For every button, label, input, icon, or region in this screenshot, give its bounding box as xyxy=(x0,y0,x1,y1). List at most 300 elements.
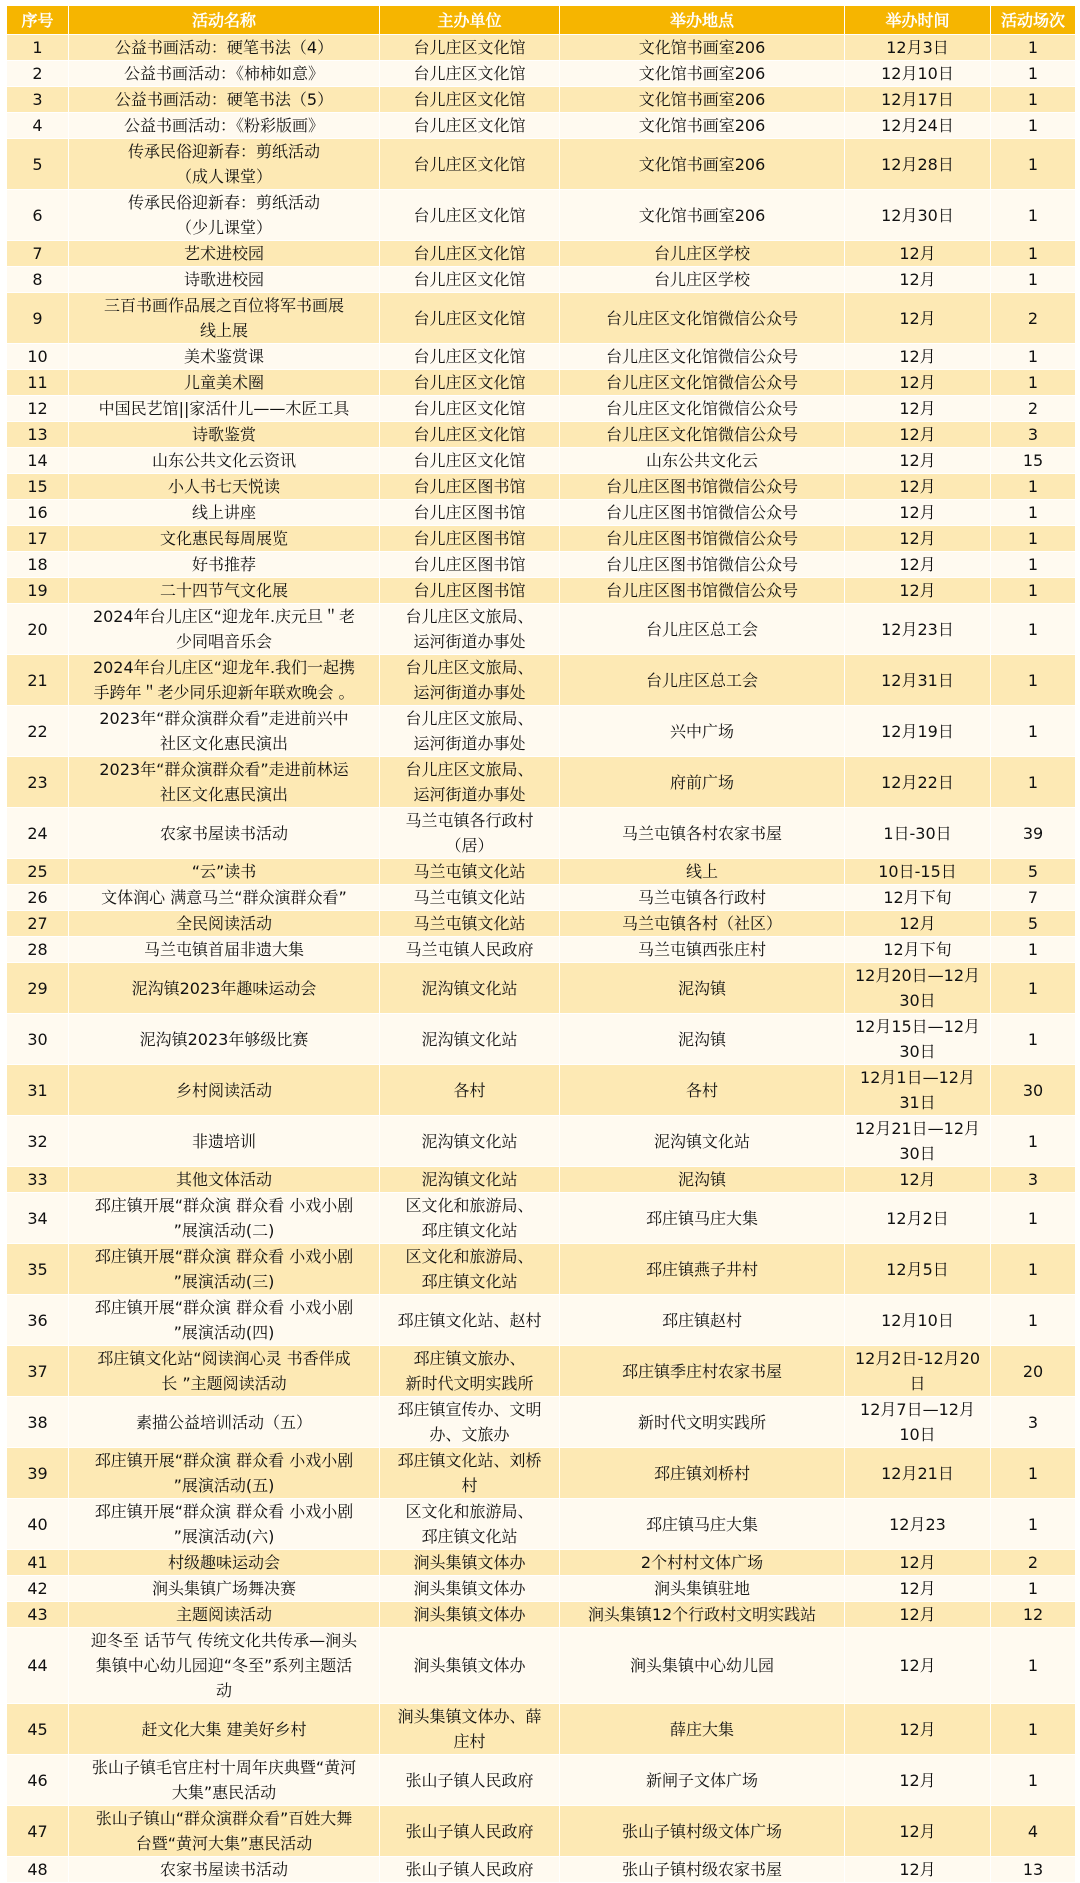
cell-activity-name: 公益书画活动：《粉彩版画》 xyxy=(69,113,380,139)
cell-organizer: 张山子镇人民政府 xyxy=(380,1806,560,1857)
cell-index: 44 xyxy=(7,1628,69,1704)
cell-time: 12月 xyxy=(845,1857,991,1883)
cell-organizer: 台儿庄区文化馆 xyxy=(380,139,560,190)
cell-session-count: 3 xyxy=(991,1167,1076,1193)
cell-organizer: 台儿庄区文旅局、 运河街道办事处 xyxy=(380,655,560,706)
cell-location: 泥沟镇 xyxy=(560,1167,845,1193)
cell-time: 12月21日—12月 30日 xyxy=(845,1116,991,1167)
cell-session-count: 5 xyxy=(991,911,1076,937)
cell-location: 马兰屯镇各村农家书屋 xyxy=(560,808,845,859)
cell-organizer: 区文化和旅游局、 邳庄镇文化站 xyxy=(380,1244,560,1295)
cell-location: 文化馆书画室206 xyxy=(560,61,845,87)
cell-index: 29 xyxy=(7,963,69,1014)
table-row xyxy=(7,1116,1076,1167)
cell-time: 10日-15日 xyxy=(845,859,991,885)
cell-location: 张山子镇村级文体广场 xyxy=(560,1806,845,1857)
cell-location: 泥沟镇 xyxy=(560,1014,845,1065)
cell-organizer: 台儿庄区文化馆 xyxy=(380,293,560,344)
cell-session-count: 1 xyxy=(991,370,1076,396)
cell-index: 28 xyxy=(7,937,69,963)
cell-location: 2个村村文体广场 xyxy=(560,1550,845,1576)
cell-time: 12月 xyxy=(845,578,991,604)
cell-time: 12月 xyxy=(845,267,991,293)
cell-activity-name: 2023年“群众演群众看”走进前兴中 社区文化惠民演出 xyxy=(69,706,380,757)
table-row xyxy=(7,267,1076,293)
cell-location: 兴中广场 xyxy=(560,706,845,757)
cell-session-count: 1 xyxy=(991,655,1076,706)
table-row xyxy=(7,655,1076,706)
cell-session-count: 1 xyxy=(991,526,1076,552)
cell-time: 12月21日 xyxy=(845,1448,991,1499)
cell-time: 12月 xyxy=(845,396,991,422)
cell-organizer: 泥沟镇文化站 xyxy=(380,963,560,1014)
cell-time: 12月 xyxy=(845,552,991,578)
table-row xyxy=(7,113,1076,139)
cell-session-count: 1 xyxy=(991,1628,1076,1704)
cell-activity-name: 小人书七天悦读 xyxy=(69,474,380,500)
table-row xyxy=(7,1704,1076,1755)
cell-activity-name: 赶文化大集 建美好乡村 xyxy=(69,1704,380,1755)
cell-activity-name: 文体润心 满意马兰“群众演群众看” xyxy=(69,885,380,911)
cell-activity-name: 公益书画活动：硬笔书法（4） xyxy=(69,35,380,61)
cell-time: 12月 xyxy=(845,370,991,396)
cell-time: 12月 xyxy=(845,1167,991,1193)
cell-index: 15 xyxy=(7,474,69,500)
cell-activity-name: 公益书画活动：《柿柿如意》 xyxy=(69,61,380,87)
cell-session-count: 1 xyxy=(991,552,1076,578)
cell-index: 9 xyxy=(7,293,69,344)
cell-index: 2 xyxy=(7,61,69,87)
cell-index: 40 xyxy=(7,1499,69,1550)
cell-activity-name: 儿童美术圈 xyxy=(69,370,380,396)
cell-activity-name: 线上讲座 xyxy=(69,500,380,526)
cell-index: 5 xyxy=(7,139,69,190)
cell-organizer: 台儿庄区文旅局、 运河街道办事处 xyxy=(380,757,560,808)
cell-index: 24 xyxy=(7,808,69,859)
cell-index: 39 xyxy=(7,1448,69,1499)
cell-activity-name: 邳庄镇开展“群众演 群众看 小戏小剧 ”展演活动(四) xyxy=(69,1295,380,1346)
table-row xyxy=(7,139,1076,190)
activity-table xyxy=(6,5,1076,1883)
cell-organizer: 马兰屯镇各行政村 （居） xyxy=(380,808,560,859)
cell-activity-name: 山东公共文化云资讯 xyxy=(69,448,380,474)
cell-session-count: 1 xyxy=(991,604,1076,655)
cell-activity-name: 素描公益培训活动（五） xyxy=(69,1397,380,1448)
cell-index: 12 xyxy=(7,396,69,422)
cell-activity-name: 村级趣味运动会 xyxy=(69,1550,380,1576)
cell-organizer: 邳庄镇文化站、赵村 xyxy=(380,1295,560,1346)
cell-time: 12月 xyxy=(845,1628,991,1704)
cell-session-count: 15 xyxy=(991,448,1076,474)
cell-time: 12月19日 xyxy=(845,706,991,757)
cell-organizer: 台儿庄区图书馆 xyxy=(380,578,560,604)
cell-organizer: 各村 xyxy=(380,1065,560,1116)
cell-activity-name: 邳庄镇开展“群众演 群众看 小戏小剧 ”展演活动(五) xyxy=(69,1448,380,1499)
cell-index: 25 xyxy=(7,859,69,885)
table-row xyxy=(7,1295,1076,1346)
cell-session-count: 1 xyxy=(991,937,1076,963)
cell-time: 12月 xyxy=(845,1602,991,1628)
cell-time: 12月7日—12月 10日 xyxy=(845,1397,991,1448)
cell-time: 12月 xyxy=(845,1576,991,1602)
table-row xyxy=(7,1346,1076,1397)
table-row xyxy=(7,344,1076,370)
header-location: 举办地点 xyxy=(560,6,845,35)
cell-session-count: 4 xyxy=(991,1806,1076,1857)
cell-session-count: 13 xyxy=(991,1857,1076,1883)
cell-index: 31 xyxy=(7,1065,69,1116)
cell-session-count: 3 xyxy=(991,1397,1076,1448)
cell-location: 府前广场 xyxy=(560,757,845,808)
cell-index: 47 xyxy=(7,1806,69,1857)
cell-time: 12月31日 xyxy=(845,655,991,706)
cell-activity-name: 艺术进校园 xyxy=(69,241,380,267)
cell-location: 文化馆书画室206 xyxy=(560,87,845,113)
table-row xyxy=(7,1628,1076,1704)
cell-index: 3 xyxy=(7,87,69,113)
cell-location: 邳庄镇刘桥村 xyxy=(560,1448,845,1499)
table-row xyxy=(7,241,1076,267)
cell-activity-name: 涧头集镇广场舞决赛 xyxy=(69,1576,380,1602)
cell-location: 邳庄镇马庄大集 xyxy=(560,1193,845,1244)
cell-time: 12月 xyxy=(845,448,991,474)
header-activity-name: 活动名称 xyxy=(69,6,380,35)
cell-activity-name: 诗歌鉴赏 xyxy=(69,422,380,448)
cell-activity-name: “云”读书 xyxy=(69,859,380,885)
cell-session-count: 1 xyxy=(991,1755,1076,1806)
cell-time: 12月20日—12月 30日 xyxy=(845,963,991,1014)
cell-session-count: 39 xyxy=(991,808,1076,859)
cell-session-count: 3 xyxy=(991,422,1076,448)
cell-organizer: 台儿庄区文化馆 xyxy=(380,241,560,267)
table-row xyxy=(7,1806,1076,1857)
cell-session-count: 1 xyxy=(991,757,1076,808)
table-row xyxy=(7,706,1076,757)
cell-session-count: 1 xyxy=(991,706,1076,757)
cell-index: 7 xyxy=(7,241,69,267)
cell-organizer: 涧头集镇文体办 xyxy=(380,1602,560,1628)
cell-organizer: 马兰屯镇文化站 xyxy=(380,859,560,885)
cell-activity-name: 传承民俗迎新春：剪纸活动 （少儿课堂） xyxy=(69,190,380,241)
cell-organizer: 台儿庄区文旅局、 运河街道办事处 xyxy=(380,604,560,655)
table-row xyxy=(7,552,1076,578)
table-row xyxy=(7,1014,1076,1065)
cell-location: 台儿庄区文化馆微信公众号 xyxy=(560,370,845,396)
cell-location: 邳庄镇季庄村农家书屋 xyxy=(560,1346,845,1397)
cell-location: 涧头集镇12个行政村文明实践站 xyxy=(560,1602,845,1628)
table-row xyxy=(7,190,1076,241)
cell-organizer: 邳庄镇文化站、刘桥 村 xyxy=(380,1448,560,1499)
table-row xyxy=(7,1755,1076,1806)
cell-session-count: 1 xyxy=(991,87,1076,113)
cell-session-count: 2 xyxy=(991,293,1076,344)
cell-location: 台儿庄区文化馆微信公众号 xyxy=(560,344,845,370)
cell-location: 文化馆书画室206 xyxy=(560,113,845,139)
cell-index: 30 xyxy=(7,1014,69,1065)
cell-time: 12月10日 xyxy=(845,61,991,87)
cell-organizer: 涧头集镇文体办 xyxy=(380,1550,560,1576)
cell-time: 12月 xyxy=(845,1704,991,1755)
cell-session-count: 1 xyxy=(991,1704,1076,1755)
cell-index: 17 xyxy=(7,526,69,552)
table-body xyxy=(7,35,1076,1883)
cell-time: 12月15日—12月 30日 xyxy=(845,1014,991,1065)
cell-location: 台儿庄区学校 xyxy=(560,241,845,267)
cell-organizer: 邳庄镇宣传办、文明 办、文旅办 xyxy=(380,1397,560,1448)
table-row xyxy=(7,1499,1076,1550)
cell-session-count: 1 xyxy=(991,578,1076,604)
cell-session-count: 1 xyxy=(991,241,1076,267)
cell-time: 12月下旬 xyxy=(845,885,991,911)
cell-time: 12月17日 xyxy=(845,87,991,113)
cell-activity-name: 公益书画活动：硬笔书法（5） xyxy=(69,87,380,113)
cell-organizer: 涧头集镇文体办、薛 庄村 xyxy=(380,1704,560,1755)
table-row xyxy=(7,1857,1076,1883)
cell-organizer: 台儿庄区文化馆 xyxy=(380,370,560,396)
cell-location: 新闸子文体广场 xyxy=(560,1755,845,1806)
cell-location: 台儿庄区图书馆微信公众号 xyxy=(560,578,845,604)
cell-activity-name: 主题阅读活动 xyxy=(69,1602,380,1628)
header-session-count: 活动场次 xyxy=(991,6,1076,35)
cell-organizer: 台儿庄区文化馆 xyxy=(380,61,560,87)
cell-index: 32 xyxy=(7,1116,69,1167)
cell-session-count: 1 xyxy=(991,1244,1076,1295)
cell-time: 12月 xyxy=(845,500,991,526)
cell-location: 文化馆书画室206 xyxy=(560,35,845,61)
cell-time: 12月1日—12月 31日 xyxy=(845,1065,991,1116)
cell-activity-name: 中国民艺馆||家活什儿——木匠工具 xyxy=(69,396,380,422)
cell-activity-name: 三百书画作品展之百位将军书画展 线上展 xyxy=(69,293,380,344)
table-row xyxy=(7,757,1076,808)
cell-activity-name: 二十四节气文化展 xyxy=(69,578,380,604)
header-index: 序号 xyxy=(7,6,69,35)
table-row xyxy=(7,1576,1076,1602)
cell-location: 新时代文明实践所 xyxy=(560,1397,845,1448)
cell-location: 文化馆书画室206 xyxy=(560,139,845,190)
cell-activity-name: 农家书屋读书活动 xyxy=(69,1857,380,1883)
cell-location: 台儿庄区文化馆微信公众号 xyxy=(560,293,845,344)
table-row xyxy=(7,1193,1076,1244)
cell-location: 台儿庄区总工会 xyxy=(560,655,845,706)
cell-index: 45 xyxy=(7,1704,69,1755)
cell-index: 26 xyxy=(7,885,69,911)
table-row xyxy=(7,526,1076,552)
cell-session-count: 2 xyxy=(991,1550,1076,1576)
cell-activity-name: 邳庄镇开展“群众演 群众看 小戏小剧 ”展演活动(二) xyxy=(69,1193,380,1244)
cell-organizer: 台儿庄区文化馆 xyxy=(380,267,560,293)
cell-location: 涧头集镇驻地 xyxy=(560,1576,845,1602)
cell-session-count: 1 xyxy=(991,1448,1076,1499)
table-row xyxy=(7,500,1076,526)
cell-organizer: 区文化和旅游局、 邳庄镇文化站 xyxy=(380,1499,560,1550)
cell-activity-name: 迎冬至 话节气 传统文化共传承—涧头 集镇中心幼儿园迎“冬至”系列主题活 动 xyxy=(69,1628,380,1704)
cell-location: 涧头集镇中心幼儿园 xyxy=(560,1628,845,1704)
table-row xyxy=(7,474,1076,500)
cell-time: 12月 xyxy=(845,293,991,344)
cell-session-count: 30 xyxy=(991,1065,1076,1116)
cell-index: 36 xyxy=(7,1295,69,1346)
cell-time: 12月10日 xyxy=(845,1295,991,1346)
cell-activity-name: 好书推荐 xyxy=(69,552,380,578)
cell-session-count: 1 xyxy=(991,1116,1076,1167)
cell-index: 4 xyxy=(7,113,69,139)
table-row xyxy=(7,578,1076,604)
cell-activity-name: 其他文体活动 xyxy=(69,1167,380,1193)
cell-organizer: 泥沟镇文化站 xyxy=(380,1116,560,1167)
cell-activity-name: 2024年台儿庄区“迎龙年.我们一起携 手跨年＂老少同乐迎新年联欢晚会 。 xyxy=(69,655,380,706)
cell-organizer: 涧头集镇文体办 xyxy=(380,1628,560,1704)
cell-organizer: 张山子镇人民政府 xyxy=(380,1755,560,1806)
cell-organizer: 邳庄镇文旅办、 新时代文明实践所 xyxy=(380,1346,560,1397)
cell-index: 1 xyxy=(7,35,69,61)
cell-organizer: 台儿庄区文化馆 xyxy=(380,448,560,474)
cell-activity-name: 张山子镇山“群众演群众看”百姓大舞 台暨“黄河大集”惠民活动 xyxy=(69,1806,380,1857)
cell-location: 马兰屯镇各村（社区） xyxy=(560,911,845,937)
cell-session-count: 1 xyxy=(991,35,1076,61)
table-row xyxy=(7,35,1076,61)
table-row xyxy=(7,1244,1076,1295)
cell-organizer: 台儿庄区文化馆 xyxy=(380,35,560,61)
cell-activity-name: 美术鉴赏课 xyxy=(69,344,380,370)
cell-location: 台儿庄区文化馆微信公众号 xyxy=(560,422,845,448)
table-row xyxy=(7,1448,1076,1499)
table-row xyxy=(7,859,1076,885)
cell-organizer: 台儿庄区图书馆 xyxy=(380,552,560,578)
cell-time: 12月23 xyxy=(845,1499,991,1550)
cell-organizer: 台儿庄区图书馆 xyxy=(380,474,560,500)
table-row xyxy=(7,1167,1076,1193)
cell-location: 台儿庄区图书馆微信公众号 xyxy=(560,552,845,578)
cell-time: 12月28日 xyxy=(845,139,991,190)
cell-index: 6 xyxy=(7,190,69,241)
table-row xyxy=(7,808,1076,859)
cell-time: 12月 xyxy=(845,1550,991,1576)
cell-time: 12月下旬 xyxy=(845,937,991,963)
cell-index: 13 xyxy=(7,422,69,448)
cell-location: 薛庄大集 xyxy=(560,1704,845,1755)
table-row xyxy=(7,937,1076,963)
cell-organizer: 马兰屯镇文化站 xyxy=(380,885,560,911)
cell-location: 马兰屯镇各行政村 xyxy=(560,885,845,911)
cell-session-count: 1 xyxy=(991,1295,1076,1346)
cell-location: 文化馆书画室206 xyxy=(560,190,845,241)
cell-location: 各村 xyxy=(560,1065,845,1116)
cell-time: 12月 xyxy=(845,911,991,937)
cell-activity-name: 诗歌进校园 xyxy=(69,267,380,293)
cell-organizer: 台儿庄区文化馆 xyxy=(380,344,560,370)
table-row xyxy=(7,293,1076,344)
cell-organizer: 台儿庄区文旅局、 运河街道办事处 xyxy=(380,706,560,757)
cell-organizer: 台儿庄区文化馆 xyxy=(380,113,560,139)
table-row xyxy=(7,885,1076,911)
cell-organizer: 马兰屯镇人民政府 xyxy=(380,937,560,963)
cell-index: 33 xyxy=(7,1167,69,1193)
cell-session-count: 1 xyxy=(991,61,1076,87)
cell-location: 泥沟镇文化站 xyxy=(560,1116,845,1167)
cell-session-count: 20 xyxy=(991,1346,1076,1397)
cell-time: 12月24日 xyxy=(845,113,991,139)
cell-session-count: 1 xyxy=(991,1499,1076,1550)
cell-time: 12月 xyxy=(845,526,991,552)
cell-activity-name: 邳庄镇开展“群众演 群众看 小戏小剧 ”展演活动(三) xyxy=(69,1244,380,1295)
cell-index: 8 xyxy=(7,267,69,293)
table-row xyxy=(7,448,1076,474)
cell-location: 马兰屯镇西张庄村 xyxy=(560,937,845,963)
cell-activity-name: 2024年台儿庄区“迎龙年.庆元旦＂老 少同唱音乐会 xyxy=(69,604,380,655)
table-row xyxy=(7,422,1076,448)
cell-index: 11 xyxy=(7,370,69,396)
cell-location: 线上 xyxy=(560,859,845,885)
cell-organizer: 台儿庄区文化馆 xyxy=(380,190,560,241)
cell-index: 35 xyxy=(7,1244,69,1295)
cell-time: 12月 xyxy=(845,474,991,500)
cell-activity-name: 农家书屋读书活动 xyxy=(69,808,380,859)
table-row xyxy=(7,963,1076,1014)
cell-location: 台儿庄区文化馆微信公众号 xyxy=(560,396,845,422)
table-row xyxy=(7,911,1076,937)
cell-session-count: 1 xyxy=(991,1014,1076,1065)
table-row xyxy=(7,1065,1076,1116)
cell-index: 48 xyxy=(7,1857,69,1883)
cell-session-count: 1 xyxy=(991,190,1076,241)
cell-time: 12月30日 xyxy=(845,190,991,241)
cell-session-count: 1 xyxy=(991,113,1076,139)
cell-location: 张山子镇村级农家书屋 xyxy=(560,1857,845,1883)
cell-time: 12月23日 xyxy=(845,604,991,655)
cell-organizer: 台儿庄区文化馆 xyxy=(380,87,560,113)
cell-time: 12月 xyxy=(845,422,991,448)
cell-location: 邳庄镇马庄大集 xyxy=(560,1499,845,1550)
cell-session-count: 2 xyxy=(991,396,1076,422)
cell-activity-name: 马兰屯镇首届非遗大集 xyxy=(69,937,380,963)
cell-organizer: 马兰屯镇文化站 xyxy=(380,911,560,937)
cell-index: 16 xyxy=(7,500,69,526)
cell-location: 泥沟镇 xyxy=(560,963,845,1014)
table-row xyxy=(7,370,1076,396)
cell-session-count: 1 xyxy=(991,267,1076,293)
cell-activity-name: 非遗培训 xyxy=(69,1116,380,1167)
cell-index: 18 xyxy=(7,552,69,578)
cell-organizer: 台儿庄区文化馆 xyxy=(380,396,560,422)
header-organizer: 主办单位 xyxy=(380,6,560,35)
cell-index: 20 xyxy=(7,604,69,655)
cell-location: 台儿庄区总工会 xyxy=(560,604,845,655)
cell-index: 14 xyxy=(7,448,69,474)
cell-time: 12月5日 xyxy=(845,1244,991,1295)
table-row xyxy=(7,396,1076,422)
cell-time: 12月 xyxy=(845,241,991,267)
cell-session-count: 12 xyxy=(991,1602,1076,1628)
cell-organizer: 区文化和旅游局、 邳庄镇文化站 xyxy=(380,1193,560,1244)
cell-activity-name: 邳庄镇文化站“阅读润心灵 书香伴成 长 ”主题阅读活动 xyxy=(69,1346,380,1397)
cell-organizer: 泥沟镇文化站 xyxy=(380,1167,560,1193)
cell-index: 21 xyxy=(7,655,69,706)
cell-activity-name: 张山子镇毛官庄村十周年庆典暨“黄河 大集”惠民活动 xyxy=(69,1755,380,1806)
cell-organizer: 涧头集镇文体办 xyxy=(380,1576,560,1602)
cell-organizer: 泥沟镇文化站 xyxy=(380,1014,560,1065)
cell-time: 12月22日 xyxy=(845,757,991,808)
cell-time: 12月 xyxy=(845,1806,991,1857)
cell-index: 43 xyxy=(7,1602,69,1628)
cell-session-count: 5 xyxy=(991,859,1076,885)
cell-location: 台儿庄区学校 xyxy=(560,267,845,293)
cell-location: 台儿庄区图书馆微信公众号 xyxy=(560,474,845,500)
table-row xyxy=(7,1397,1076,1448)
cell-time: 12月2日 xyxy=(845,1193,991,1244)
cell-index: 23 xyxy=(7,757,69,808)
cell-index: 46 xyxy=(7,1755,69,1806)
cell-activity-name: 全民阅读活动 xyxy=(69,911,380,937)
